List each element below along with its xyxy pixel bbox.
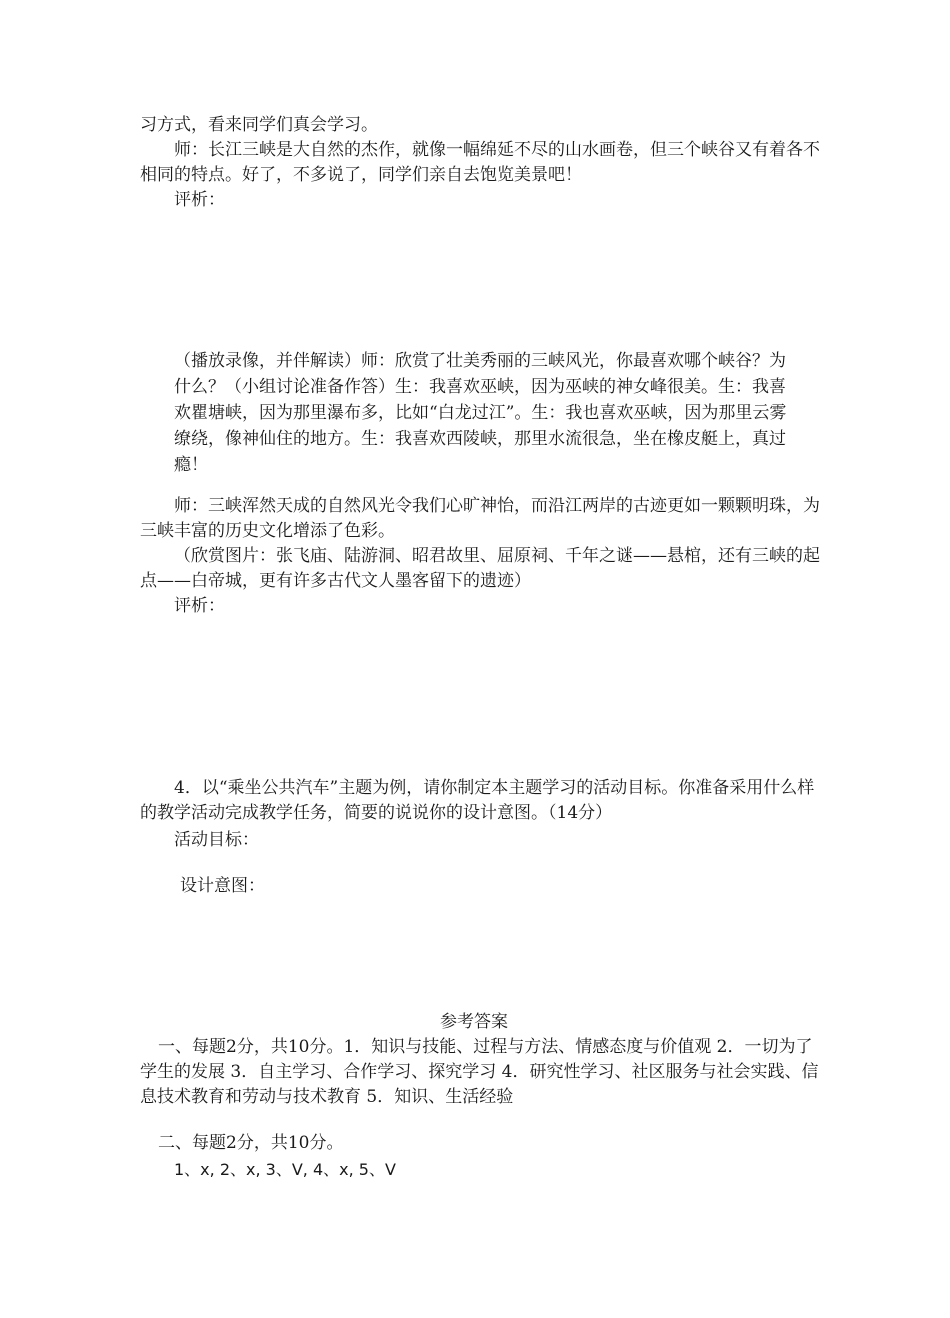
paragraph-teacher-intro: 师：长江三峡是大自然的杰作，就像一幅绵延不尽的山水画卷，但三个峡谷又有着各不相同的特点。好了，不多说了，同学们亲自去饱览美景吧！	[140, 140, 820, 185]
paragraph-teacher-history: 师：三峡浑然天成的自然风光令我们心旷神怡，而沿江两岸的古迹更如一颗颗明珠，为三峡丰富的历史文化增添了色彩。	[140, 496, 820, 541]
answers-section-2-title: 二、每题2分，共10分。	[158, 1133, 344, 1153]
activity-goal-label: 活动目标：	[174, 830, 259, 850]
paragraph-pictures: （欣赏图片：张飞庙、陆游洞、昭君故里、屈原祠、千年之谜——悬棺，还有三峡的起点——白帝城，更有许多古代文人墨客留下的遗迹）	[140, 546, 820, 591]
review-label-2: 评析：	[174, 596, 225, 616]
review-label-1: 评析：	[174, 190, 225, 210]
paragraph-video-discussion: （播放录像，并伴解读）师：欣赏了壮美秀丽的三峡风光，你最喜欢哪个峡谷？为什么？（小组讨论准备作答）生：我喜欢巫峡，因为巫峡的神女峰很美。生：我喜欢瞿塘峡，因为那里瀑布多，比如“白龙过江”。生：我也喜欢巫峡，因为那里云雾缭绕，像神仙住的地方。生：我喜欢西陵峡，那里水流很急，坐在橡皮艇上，真过瘾！	[174, 351, 787, 475]
paragraph-study-method: 习方式，看来同学们真会学习。	[140, 115, 378, 135]
answers-title: 参考答案	[440, 1012, 508, 1032]
design-intent-label: 设计意图：	[180, 876, 265, 896]
answers-section-1: 一、每题2分，共10分。1．知识与技能、过程与方法、情感态度与价值观 2．一切为了学生的发展 3．自主学习、合作学习、探究学习 4．研究性学习、社区服务与社会实践、信息技术教育和劳动与技术教育 5．知识、生活经验	[140, 1037, 819, 1107]
answers-section-2-items: 1、x, 2、x, 3、V, 4、x, 5、V	[174, 1160, 396, 1179]
question-4: 4．以“乘坐公共汽车”主题为例，请你制定本主题学习的活动目标。你准备采用什么样的教学活动完成教学任务，简要的说说你的设计意图。（14分）	[140, 778, 815, 823]
